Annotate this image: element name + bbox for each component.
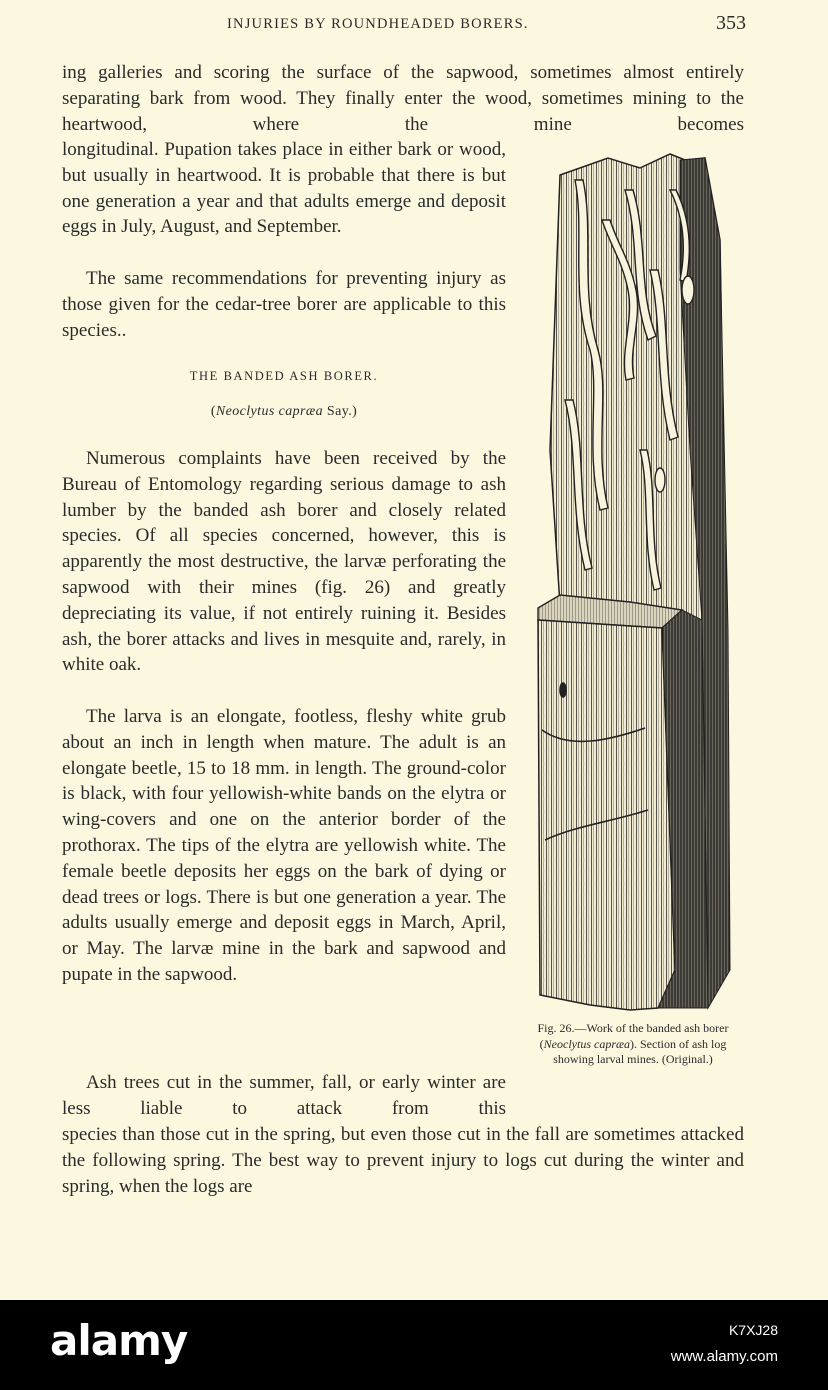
running-header [62, 10, 746, 40]
paragraph-7: species than those cut in the spring, but even those cut in the fall are sometimes attacked the following spring. The best way to prevent injury to logs cut during the winter and spring, when the logs are [62, 1124, 744, 1197]
alamy-logo: alamy [50, 1316, 188, 1365]
paragraph-3: The same recommendations for preventing injury as those given for the cedar-tree borer are applicable to this species.. [62, 268, 506, 341]
caption-rest: ). Section of ash log showing larval mines. (Original.) [553, 1036, 727, 1066]
ash-log-illustration [530, 150, 738, 1018]
site-url: www.alamy.com [670, 1348, 778, 1365]
image-id: K7XJ28 [728, 1322, 778, 1338]
figure-26-ash-log [530, 150, 738, 1018]
species-open-paren: ( [210, 404, 216, 419]
paragraph-2: longitudinal. Pupation takes place in either bark or wood, but usually in heartwood. It is probable that there is but one generation a year and that adults emerge and deposit eggs in July, August, and September. [62, 139, 506, 238]
caption-label: Fig. 26. [537, 1021, 575, 1035]
figure-caption [520, 1021, 746, 1068]
log-lower-section [538, 620, 675, 1010]
paragraph-1: ing galleries and scoring the surface of the sapwood, sometimes almost entirely separating bark from wood. They finally enter the wood, sometimes mining to the heartwood, where the mine becomes [62, 62, 744, 135]
paragraph-6: Ash trees cut in the summer, fall, or early winter are less liable to attack from this [62, 1072, 506, 1119]
running-title: INJURIES BY ROUNDHEADED BORERS. [227, 16, 529, 32]
species-latin: Neoclytus capræa [215, 404, 323, 419]
species-name [62, 404, 506, 420]
section-title: THE BANDED ASH BORER. [189, 369, 379, 383]
species-author: Say.) [323, 404, 358, 419]
paragraph-4: Numerous complaints have been received by the Bureau of Entomology regarding serious damage to ash lumber by the banded ash borer and closely related species. Of all species concerned, however, this is apparently the most destructive, the larvæ perforating the sapwood with their mines (fig. 26) and greatly depreciating its value, if not entirely ruining it. Besides ash, the borer attacks and lives in mesquite and, rarely, in white oak. [62, 448, 506, 676]
caption-text: —Work of the banded ash borer ( [539, 1021, 729, 1051]
caption-latin: Neoclytus capræa [543, 1036, 630, 1051]
watermark-footer [0, 1300, 828, 1390]
paragraph-5: The larva is an elongate, footless, fleshy white grub about an inch in length when mature. The adult is an elongate beetle, 15 to 18 mm. in length. The ground-color is black, with four yellowish-white bands on the elytra or wing-covers and one on the anterior border of the prothorax. The tips of the elytra are yellowish white. The female beetle deposits her eggs on the bark of dying or dead trees or logs. There is but one generation a year. The adults usually emerge and deposit eggs in March, April, or May. The larvæ mine in the bark and sapwood and pupate in the sapwood. [62, 706, 506, 985]
page-number: 353 [716, 12, 746, 34]
